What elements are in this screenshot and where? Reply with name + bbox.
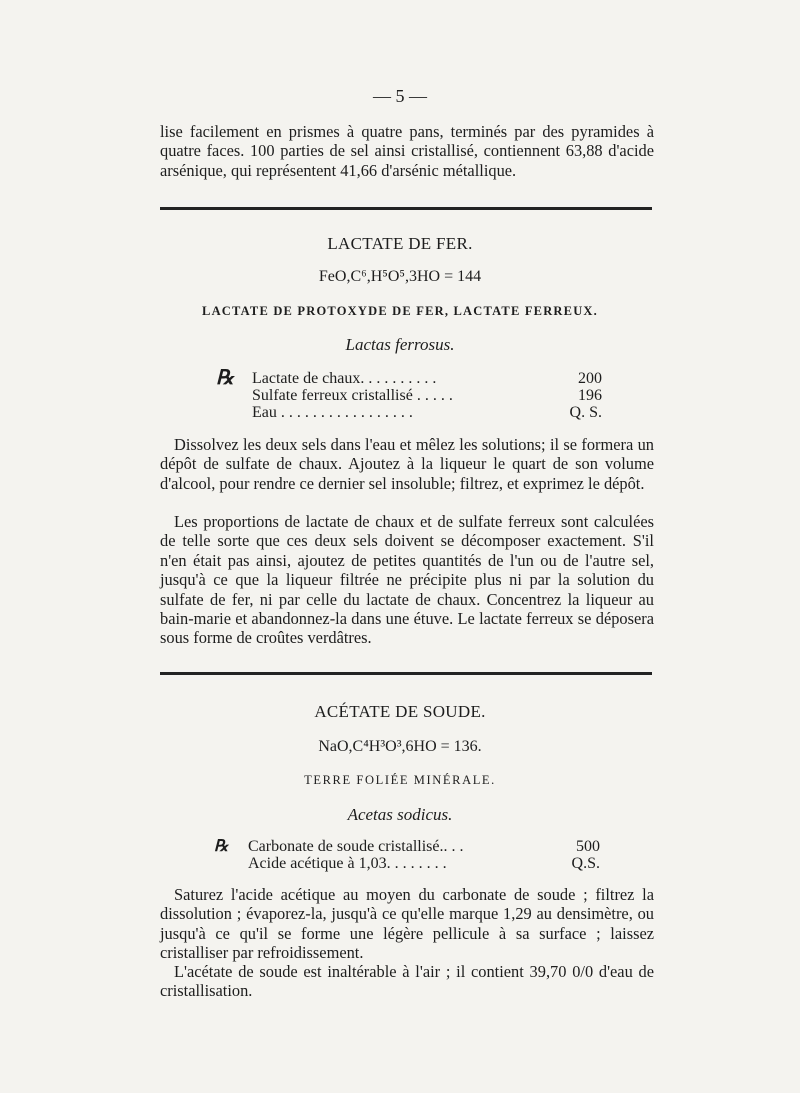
- recipe-row: [248, 838, 600, 855]
- ingredient-name: Lactate de chaux. . . . . . . . . .: [252, 370, 437, 387]
- lactate-latin-name: Lactas ferrosus.: [345, 335, 455, 354]
- recipe-row: [252, 404, 602, 421]
- ingredient-name: Sulfate ferreux cristallisé . . . . .: [252, 387, 453, 404]
- recipe-row: [252, 370, 602, 387]
- recipe-symbol-icon: ℞: [214, 838, 229, 855]
- acetate-formula: NaO,C⁴H³O³,6HO = 136.: [318, 738, 482, 755]
- acetate-paragraph-1: Saturez l'acide acétique au moyen du carbonate de soude ; filtrez la dissolution ; évaporez-la, jusqu'à ce qu'elle marque 1,29 au densimètre, ou jusqu'à ce qu'il se forme une légère pellicule à sa surface ; laissez cristalliser par refroidissement.: [160, 885, 654, 963]
- lactate-paragraph-2: Les proportions de lactate de chaux et de sulfate ferreux sont calculées de telle sorte que ces deux sels doivent se décomposer exactement. S'il n'en était pas ainsi, ajoutez de petites quantités de l'un ou de l'autre sel, jusqu'à ce que la liqueur filtrée ne précipite plus ni par la solution du sulfate de fer, ni par celle du lactate de chaux. Concentrez la liqueur au bain-marie et abandonnez-la dans une étuve. Le lactate ferreux se déposera sous forme de croûtes verdâtres.: [160, 512, 654, 648]
- recipe-row: [248, 855, 600, 872]
- page-number: — 5 —: [373, 86, 427, 106]
- ingredient-name: Eau . . . . . . . . . . . . . . . . .: [252, 404, 413, 421]
- lactate-paragraph-1: Dissolvez les deux sels dans l'eau et mêlez les solutions; il se formera un dépôt de sulfate de chaux. Ajoutez à la liqueur le quart de son volume d'alcool, pour rendre ce dernier sel insoluble; filtrez, et exprimez le dépôt.: [160, 435, 654, 493]
- acetate-title: ACÉTATE DE SOUDE.: [314, 702, 486, 721]
- ingredient-quantity: Q. S.: [569, 404, 602, 421]
- acetate-synonyms: TERRE FOLIÉE MINÉRALE.: [304, 773, 496, 787]
- ingredient-quantity: Q.S.: [571, 855, 600, 872]
- recipe-row: [252, 387, 602, 404]
- lactate-title: LACTATE DE FER.: [327, 234, 473, 253]
- lactate-formula: FeO,C⁶,H⁵O⁵,3HO = 144: [318, 268, 482, 285]
- lactate-recipe: [252, 370, 602, 421]
- recipe-symbol-icon: ℞: [216, 367, 234, 389]
- acetate-paragraph-2: L'acétate de soude est inaltérable à l'air ; il contient 39,70 0/0 d'eau de cristallisation.: [160, 962, 654, 1001]
- intro-paragraph: lise facilement en prismes à quatre pans, terminés par des pyramides à quatre faces. 100 parties de sel ainsi cristallisé, contiennent 63,88 d'acide arsénique, qui représentent 41,66 d'arsénic métallique.: [160, 122, 654, 180]
- ingredient-name: Acide acétique à 1,03. . . . . . . .: [248, 855, 447, 872]
- ingredient-quantity: 200: [578, 370, 602, 387]
- ingredient-quantity: 500: [576, 838, 600, 855]
- section-divider: [160, 672, 652, 675]
- ingredient-quantity: 196: [578, 387, 602, 404]
- lactate-synonyms: LACTATE DE PROTOXYDE DE FER, LACTATE FERREUX.: [202, 304, 598, 318]
- ingredient-name: Carbonate de soude cristallisé.. . .: [248, 838, 464, 855]
- acetate-latin-name: Acetas sodicus.: [347, 805, 453, 824]
- section-divider: [160, 207, 652, 210]
- acetate-recipe: [248, 838, 600, 872]
